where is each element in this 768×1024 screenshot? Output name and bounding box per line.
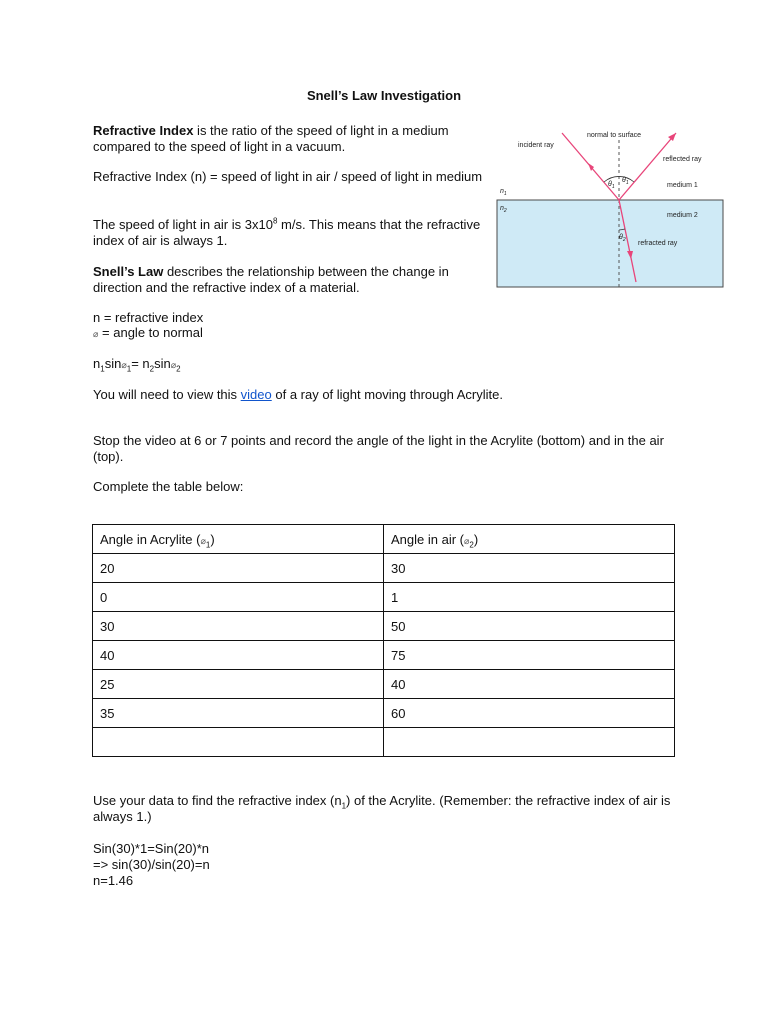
speed-exponent: 8 <box>272 216 278 226</box>
speed-text-pre: The speed of light in air is 3x10 <box>93 217 273 232</box>
complete-table-instruction: Complete the table below: <box>93 479 244 494</box>
definition-angle-text: = angle to normal <box>98 325 203 340</box>
table-row <box>93 699 675 728</box>
table-row <box>93 554 675 583</box>
cell-air: 30 <box>384 554 675 583</box>
cell-air <box>384 728 675 757</box>
table-row <box>93 670 675 699</box>
theta-2-letter: θ <box>619 234 623 241</box>
cell-acrylite: 35 <box>93 699 384 728</box>
table-row <box>93 641 675 670</box>
eq-sin2: sin <box>154 356 171 371</box>
stop-video-instructions: Stop the video at 6 or 7 points and record the angle of the light in the Acrylite (bottom) and in the air (top). <box>93 433 664 464</box>
video-instruction <box>93 387 683 403</box>
theta-right-sub: 1 <box>625 180 629 186</box>
theta-right-letter: θ <box>622 177 626 184</box>
eq-angle1-sub: 1 <box>126 364 132 374</box>
page-title: Snell’s Law Investigation <box>306 88 462 103</box>
theta-left-sub: 1 <box>611 184 615 190</box>
use-data-pre: Use your data to find the refractive index (n <box>93 793 342 808</box>
header-left-text: Angle in Acrylite ( <box>100 531 201 547</box>
label-refracted: refracted ray <box>638 240 678 247</box>
reflected-ray <box>619 133 676 200</box>
table-header-row <box>93 525 675 554</box>
theta-left-letter: θ <box>608 181 612 188</box>
header-right-sub: 2 <box>469 540 474 550</box>
table-row <box>93 728 675 757</box>
refractive-index-formula: Refractive Index (n) = speed of light in air / speed of light in medium <box>93 169 483 184</box>
cell-acrylite: 40 <box>93 641 384 670</box>
speed-of-light-paragraph <box>93 217 488 249</box>
eq-n1-sub: 1 <box>100 364 105 374</box>
header-left-end: ) <box>210 531 215 547</box>
eq-n2-sub: 2 <box>149 364 155 374</box>
eq-angle2-symbol: ⌀ <box>170 361 177 371</box>
snells-law-term: Snell’s Law <box>93 264 164 279</box>
label-medium-2: medium 2 <box>667 212 698 219</box>
video-link[interactable]: video <box>240 387 272 402</box>
snells-law-equation <box>93 356 488 374</box>
label-n2-letter: n <box>500 205 504 212</box>
video-text-post: of a ray of light moving through Acrylite. <box>271 387 503 402</box>
cell-acrylite <box>93 728 384 757</box>
cell-acrylite: 25 <box>93 670 384 699</box>
work-line-2: => sin(30)/sin(20)=n <box>93 857 210 872</box>
refractive-index-term: Refractive Index <box>93 123 194 138</box>
cell-air: 40 <box>384 670 675 699</box>
definition-angle <box>93 325 488 343</box>
cell-acrylite: 30 <box>93 612 384 641</box>
header-left-sub: 1 <box>205 540 211 550</box>
theta-2-sub: 2 <box>622 237 626 243</box>
cell-air: 75 <box>384 641 675 670</box>
label-n1-sub: 1 <box>503 191 507 197</box>
refraction-diagram <box>484 118 726 292</box>
eq-angle2-sub: 2 <box>176 364 181 374</box>
eq-sin1: sin <box>104 356 122 371</box>
header-right-text: Angle in air ( <box>391 531 464 547</box>
cell-air: 50 <box>384 612 675 641</box>
reflected-ray-arrow-icon <box>668 133 676 141</box>
cell-air: 1 <box>384 583 675 612</box>
header-right-end: ) <box>473 531 479 547</box>
speed-text-post: m/s. This means that the refractive index of air is always 1. <box>93 217 481 248</box>
eq-equals-n2: = n <box>131 356 150 371</box>
use-data-post: ) of the Acrylite. (Remember: the refractive index of air is always 1.) <box>93 793 671 824</box>
refractive-index-definition <box>93 123 488 155</box>
refractive-index-text: is the ratio of the speed of light in a medium compared to the speed of light in a vacuum. <box>93 123 449 154</box>
label-n2-sub: 2 <box>503 208 507 214</box>
eq-angle1-symbol: ⌀ <box>121 361 127 371</box>
header-left-symbol: ⌀ <box>200 536 206 547</box>
table-row <box>93 612 675 641</box>
use-data-instruction <box>93 793 683 825</box>
angle-symbol: ⌀ <box>93 330 99 340</box>
label-n1-letter: n <box>500 188 504 195</box>
snells-law-definition <box>93 264 488 296</box>
header-angle-acrylite <box>93 525 384 554</box>
header-right-symbol: ⌀ <box>463 536 470 547</box>
definition-n: n = refractive index <box>93 310 204 325</box>
label-reflected: reflected ray <box>663 156 702 163</box>
table-row <box>93 583 675 612</box>
cell-acrylite: 0 <box>93 583 384 612</box>
label-incident: incident ray <box>518 142 554 149</box>
work-line-1: Sin(30)*1=Sin(20)*n <box>93 841 209 856</box>
label-normal: normal to surface <box>587 132 642 139</box>
angles-table <box>92 524 675 757</box>
cell-air: 60 <box>384 699 675 728</box>
work-line-3: n=1.46 <box>93 873 134 888</box>
snells-law-text: describes the relationship between the change in direction and the refractive index of a material. <box>93 264 449 295</box>
video-text-pre: You will need to view this <box>93 387 241 402</box>
cell-acrylite: 20 <box>93 554 384 583</box>
header-angle-air <box>384 525 675 554</box>
label-n1 <box>500 188 507 197</box>
use-data-sub: 1 <box>341 801 347 811</box>
eq-n1: n <box>93 356 101 371</box>
label-medium-1: medium 1 <box>667 182 698 189</box>
